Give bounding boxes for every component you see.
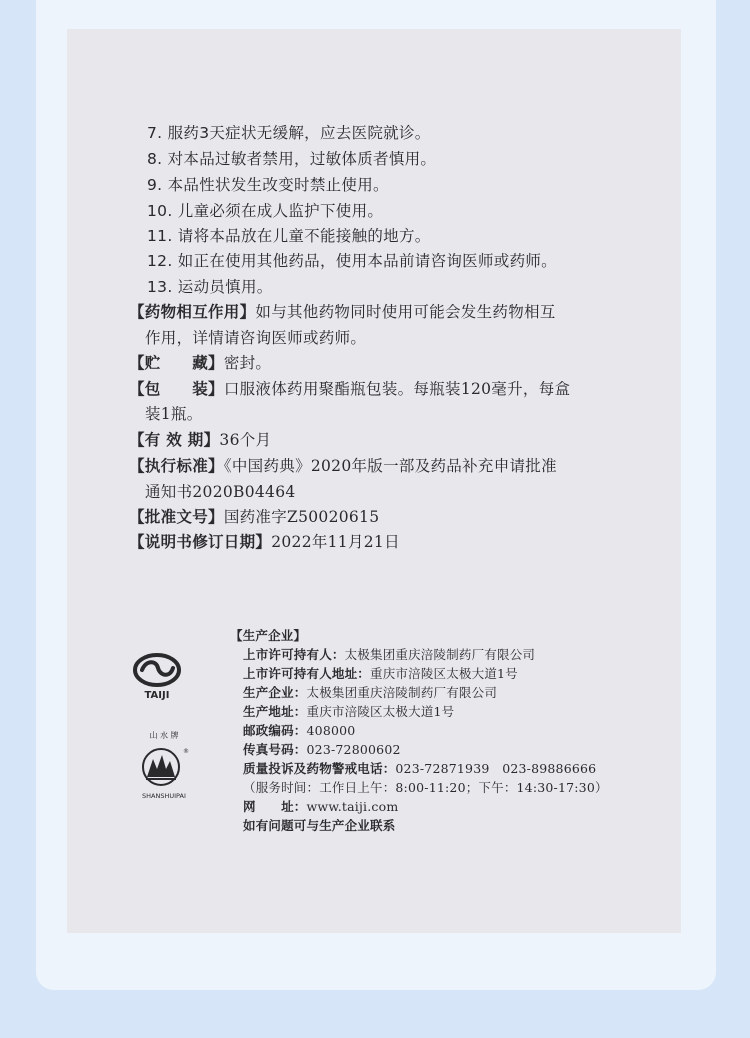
complaint-label: 质量投诉及药物警戒电话： [243, 761, 396, 776]
section-label: 【执行标准】 [129, 457, 224, 475]
fax-line [243, 740, 401, 758]
fax-label: 传真号码： [243, 742, 307, 757]
manufacturer-heading: 【生产企业】 [230, 628, 307, 643]
postcode-line [243, 721, 355, 739]
section-value: 密封。 [223, 354, 272, 372]
precaution-item: 7. 服药3天症状无缓解，应去医院就诊。 [147, 124, 431, 142]
fax-value: 023-72800602 [306, 742, 401, 757]
contact-note: 如有问题可与生产企业联系 [243, 818, 396, 833]
holder-address-label: 上市许可持有人地址： [243, 666, 371, 681]
holder-address-value: 重庆市涪陵区太极大道1号 [370, 666, 518, 681]
section-value-cont: 通知书2020B04464 [145, 483, 296, 501]
section-value-cont: 装1瓶。 [145, 405, 203, 423]
holder-address-line [243, 664, 518, 682]
svg-text:®: ® [183, 748, 189, 755]
service-hours: （服务时间：工作日上午：8:00-11:20；下午：14:30-17:30） [243, 780, 608, 795]
section-value: 36个月 [219, 431, 272, 449]
section-approval [129, 505, 379, 527]
holder-line [243, 645, 535, 663]
address-line [243, 702, 454, 720]
website-label: 网 址： [243, 799, 307, 814]
section-value-cont: 作用，详情请咨询医师或药师。 [145, 329, 367, 347]
address-label: 生产地址： [243, 704, 307, 719]
website-line [243, 797, 398, 815]
postcode-label: 邮政编码： [243, 723, 307, 738]
section-value: 口服液体药用聚酯瓶包装。每瓶装120毫升，每盒 [223, 380, 571, 398]
website-value: www.taiji.com [306, 799, 399, 814]
producer-label: 生产企业： [243, 685, 307, 700]
section-value: 《中国药典》2020年版一部及药品补充申请批准 [223, 457, 557, 475]
precaution-item: 11. 请将本品放在儿童不能接触的地方。 [147, 227, 431, 245]
taiji-logo-text: TAIJI [144, 690, 170, 700]
precaution-item: 9. 本品性状发生改变时禁止使用。 [147, 176, 389, 194]
shanshui-logo [133, 729, 195, 804]
holder-value: 太极集团重庆涪陵制药厂有限公司 [344, 647, 536, 662]
section-value: 2022年11月21日 [271, 533, 400, 551]
precaution-item: 13. 运动员慎用。 [147, 278, 273, 296]
producer-line [243, 683, 497, 701]
section-label: 【有 效 期】 [129, 431, 220, 449]
section-label: 【批准文号】 [129, 508, 224, 526]
complaint-line [243, 759, 596, 777]
shanshui-logo-chars: 山 水 牌 [149, 731, 179, 740]
section-value: 国药准字Z50020615 [223, 508, 380, 526]
precaution-item: 12. 如正在使用其他药品，使用本品前请咨询医师或药师。 [147, 252, 557, 270]
postcode-value: 408000 [306, 723, 356, 738]
complaint-value: 023-72871939 023-89886666 [395, 761, 597, 776]
section-label: 【包 装】 [129, 380, 224, 398]
section-label: 【药物相互作用】 [129, 303, 256, 321]
section-label: 【说明书修订日期】 [129, 533, 272, 551]
precaution-item: 8. 对本品过敏者禁用，过敏体质者慎用。 [147, 150, 437, 168]
address-value: 重庆市涪陵区太极大道1号 [306, 704, 455, 719]
leaflet-paper [67, 29, 681, 933]
taiji-logo [130, 652, 184, 700]
section-storage [129, 351, 271, 373]
holder-label: 上市许可持有人： [243, 647, 345, 662]
shanshui-logo-text: SHANSHUIPAI [142, 792, 186, 800]
precaution-item: 10. 儿童必须在成人监护下使用。 [147, 202, 384, 220]
section-revision [129, 530, 400, 552]
section-value: 如与其他药物同时使用可能会发生药物相互 [255, 303, 556, 321]
section-validity [129, 428, 271, 450]
section-label: 【贮 藏】 [129, 354, 224, 372]
producer-value: 太极集团重庆涪陵制药厂有限公司 [306, 685, 498, 700]
